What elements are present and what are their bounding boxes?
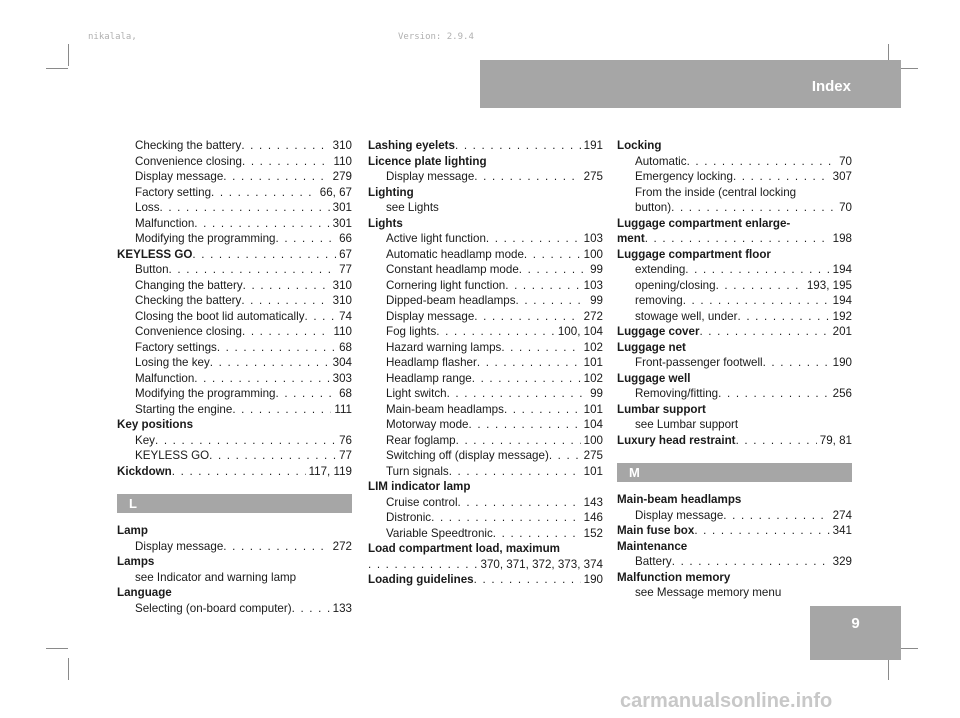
index-column-1	[117, 138, 352, 616]
index-entry: Convenience closing . . . 110	[117, 324, 352, 340]
index-entry: Dipped-beam headlamps . . . 99	[368, 293, 603, 309]
index-heading: Lamps	[117, 555, 155, 568]
index-entry: Display message . . . 275	[368, 169, 603, 185]
index-entry: removing . . . 194	[617, 293, 852, 309]
index-entry: Rear foglamp . . . 100	[368, 433, 603, 449]
index-heading: Luggage compartment enlarge-	[617, 216, 791, 230]
index-entry: Distronic . . . 146	[368, 510, 603, 526]
printer-meta-version: Version: 2.9.4	[398, 32, 474, 42]
index-heading: LIM indicator lamp	[368, 480, 471, 493]
index-entry: Losing the key . . . 304	[117, 355, 352, 371]
index-entry: Luggage cover . . . 201	[617, 324, 852, 340]
index-entry: Key . . . 76	[117, 433, 352, 449]
index-entry: Turn signals . . . 101	[368, 464, 603, 480]
index-heading: Licence plate lighting	[368, 154, 487, 168]
index-header-bar	[480, 60, 901, 108]
index-column-3	[617, 138, 852, 601]
index-entry: opening/closing . . . 193, 195	[617, 278, 852, 294]
crop-mark	[46, 648, 68, 649]
index-entry: Hazard warning lamps . . . 102	[368, 340, 603, 356]
index-entry: Changing the battery . . . 310	[117, 278, 352, 294]
index-entry: Emergency locking . . . 307	[617, 169, 852, 185]
index-entry: Cruise control . . . 143	[368, 495, 603, 511]
index-entry: Constant headlamp mode . . . 99	[368, 262, 603, 278]
index-heading: Lumbar support	[617, 402, 706, 416]
printer-meta-left: nikalala,	[88, 32, 137, 42]
index-cross-ref: see Lumbar support	[635, 418, 739, 431]
index-entry: Variable Speedtronic . . . 152	[368, 526, 603, 542]
index-entry: Automatic . . . 70	[617, 154, 852, 170]
index-entry-text: From the inside (central locking	[635, 185, 797, 199]
index-heading: Luggage net	[617, 340, 686, 354]
index-entry: Lashing eyelets . . . 191	[368, 138, 603, 154]
index-heading: Key positions	[117, 418, 194, 431]
index-entry: Malfunction . . . 301	[117, 216, 352, 232]
index-cross-ref: see Message memory menu	[635, 586, 782, 599]
index-entry: Checking the battery . . . 310	[117, 293, 352, 309]
index-entry: Switching off (display message) . . . 275	[368, 448, 603, 464]
index-entry: Main fuse box . . . 341	[617, 523, 852, 539]
index-entry: Active light function . . . 103	[368, 231, 603, 247]
index-entry: Light switch . . . 99	[368, 386, 603, 402]
chapter-number: 9	[810, 606, 901, 660]
index-entry: Display message . . . 272	[368, 309, 603, 325]
index-entry: Cornering light function . . . 103	[368, 278, 603, 294]
crop-mark	[68, 658, 69, 680]
index-entry: Removing/fitting . . . 256	[617, 386, 852, 402]
index-heading: Maintenance	[617, 539, 688, 553]
index-entry: Malfunction . . . 303	[117, 371, 352, 387]
section-letter-l: L	[117, 494, 352, 513]
index-entry: Convenience closing . . . 110	[117, 154, 352, 170]
index-entry: Checking the battery . . . 310	[117, 138, 352, 154]
index-entry: Display message . . . 272	[117, 539, 352, 555]
index-heading: Malfunction memory	[617, 570, 731, 584]
index-cross-ref: see Lights	[386, 201, 439, 214]
index-entry: Loss . . . 301	[117, 200, 352, 216]
index-entry: Headlamp range . . . 102	[368, 371, 603, 387]
index-column-2	[368, 138, 603, 588]
watermark: carmanualsonline.info	[620, 690, 833, 712]
index-entry: Loading guidelines . . . 190	[368, 572, 603, 588]
index-entry: Starting the engine . . . 111	[117, 402, 352, 418]
index-entry: button) . . . 70	[617, 200, 852, 216]
index-entry: Battery . . . 329	[617, 554, 852, 570]
index-entry: stowage well, under . . . 192	[617, 309, 852, 325]
crop-mark	[68, 44, 69, 66]
index-heading: Lights	[368, 216, 403, 230]
index-entry: KEYLESS GO . . . 67	[117, 247, 352, 263]
index-entry: Display message . . . 279	[117, 169, 352, 185]
crop-mark	[46, 68, 68, 69]
index-entry: KEYLESS GO . . . 77	[117, 448, 352, 464]
index-entry: Display message . . . 274	[617, 508, 852, 524]
index-entry: extending . . . 194	[617, 262, 852, 278]
index-title: Index	[811, 78, 851, 95]
index-entry: Front-passenger footwell . . . 190	[617, 355, 852, 371]
index-entry: Factory setting . . . 66, 67	[117, 185, 352, 201]
crop-mark	[888, 658, 889, 680]
index-entry: Automatic headlamp mode . . . 100	[368, 247, 603, 263]
index-heading: Main-beam headlamps	[617, 493, 742, 506]
index-heading: Lamp	[117, 524, 148, 537]
index-entry: Selecting (on-board computer) . . . 133	[117, 601, 352, 617]
index-entry: Closing the boot lid automatically . . . 74	[117, 309, 352, 325]
index-cross-ref: see Indicator and warning lamp	[135, 570, 297, 584]
index-entry: . . . 370, 371, 372, 373, 374	[368, 557, 603, 573]
index-entry: Factory settings . . . 68	[117, 340, 352, 356]
index-heading: Locking	[617, 139, 662, 152]
index-entry: Modifying the programming . . . 68	[117, 386, 352, 402]
section-letter-m: M	[617, 463, 852, 482]
index-heading: Luggage well	[617, 371, 691, 385]
index-heading: Load compartment load, maximum	[368, 542, 560, 555]
index-entry: Fog lights . . . 100, 104	[368, 324, 603, 340]
index-entry: Main-beam headlamps . . . 101	[368, 402, 603, 418]
index-heading: Lighting	[368, 185, 414, 199]
index-entry: ment . . . 198	[617, 231, 852, 247]
index-entry: Headlamp flasher . . . 101	[368, 355, 603, 371]
index-entry: Kickdown . . . 117, 119	[117, 464, 352, 480]
index-entry: Luxury head restraint . . . 79, 81	[617, 433, 852, 449]
index-entry: Button . . . 77	[117, 262, 352, 278]
index-heading: Luggage compartment floor	[617, 247, 771, 261]
index-entry: Modifying the programming . . . 66	[117, 231, 352, 247]
index-heading: Language	[117, 586, 172, 599]
index-entry: Motorway mode . . . 104	[368, 417, 603, 433]
